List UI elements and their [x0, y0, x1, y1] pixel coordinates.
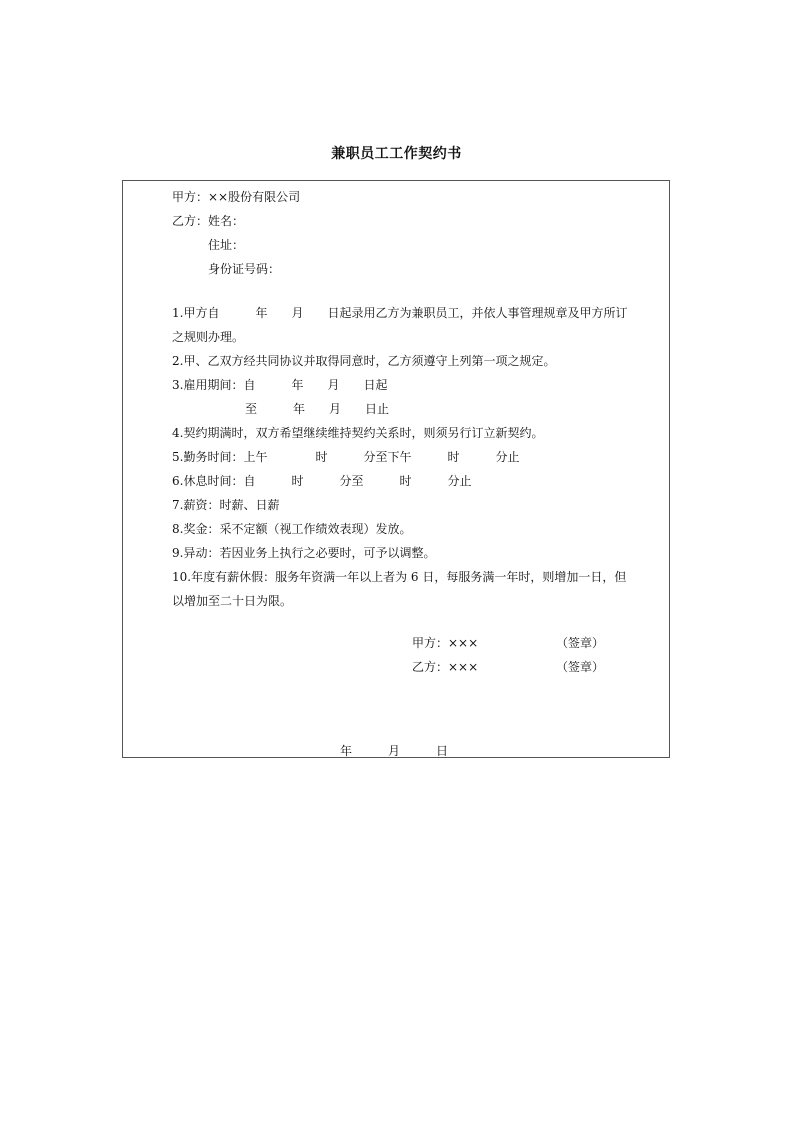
party-b-name-line: 乙方：姓名： [172, 214, 245, 228]
party-b-signature: 乙方：××× [412, 660, 479, 674]
clause-9: 9.异动：若因业务上执行之必要时，可予以调整。 [172, 546, 436, 560]
document-title: 兼职员工工作契约书 [331, 146, 462, 162]
party-a-signature: 甲方：××× [412, 636, 479, 650]
clause-3-line-1: 3.雇用期间：自 年 月 日起 [172, 378, 388, 392]
date-line: 年 月 日 [340, 744, 449, 758]
party-b-id-label: 身份证号码： [208, 262, 281, 276]
clause-10-line-2: 以增加至二十日为限。 [172, 594, 293, 608]
party-a-line: 甲方：××股份有限公司 [172, 190, 301, 204]
party-a-seal: （签章） [556, 636, 605, 650]
clause-10-line-1: 10.年度有薪休假：服务年资满一年以上者为 6 日，每服务满一年时，则增加一日，但 [172, 570, 627, 584]
clause-7: 7.薪资：时薪、日薪 [172, 498, 280, 512]
clause-3-line-2: 至 年 月 日止 [245, 402, 390, 416]
party-b-address-label: 住址： [208, 238, 245, 252]
clause-6: 6.休息时间：自 时 分至 时 分止 [172, 474, 472, 488]
party-b-seal: （签章） [556, 660, 605, 674]
clause-1-line-2: 之规则办理。 [172, 330, 245, 344]
clause-1-line-1: 1.甲方自 年 月 日起录用乙方为兼职员工，并依人事管理规章及甲方所订 [172, 306, 628, 320]
clause-4: 4.契约期满时，双方希望继续维持契约关系时，则须另行订立新契约。 [172, 426, 544, 440]
clause-8: 8.奖金：采不定额（视工作绩效表现）发放。 [172, 522, 412, 536]
clause-5: 5.勤务时间：上午 时 分至下午 时 分止 [172, 450, 520, 464]
clause-2: 2.甲、乙双方经共同协议并取得同意时，乙方须遵守上列第一项之规定。 [172, 354, 556, 368]
